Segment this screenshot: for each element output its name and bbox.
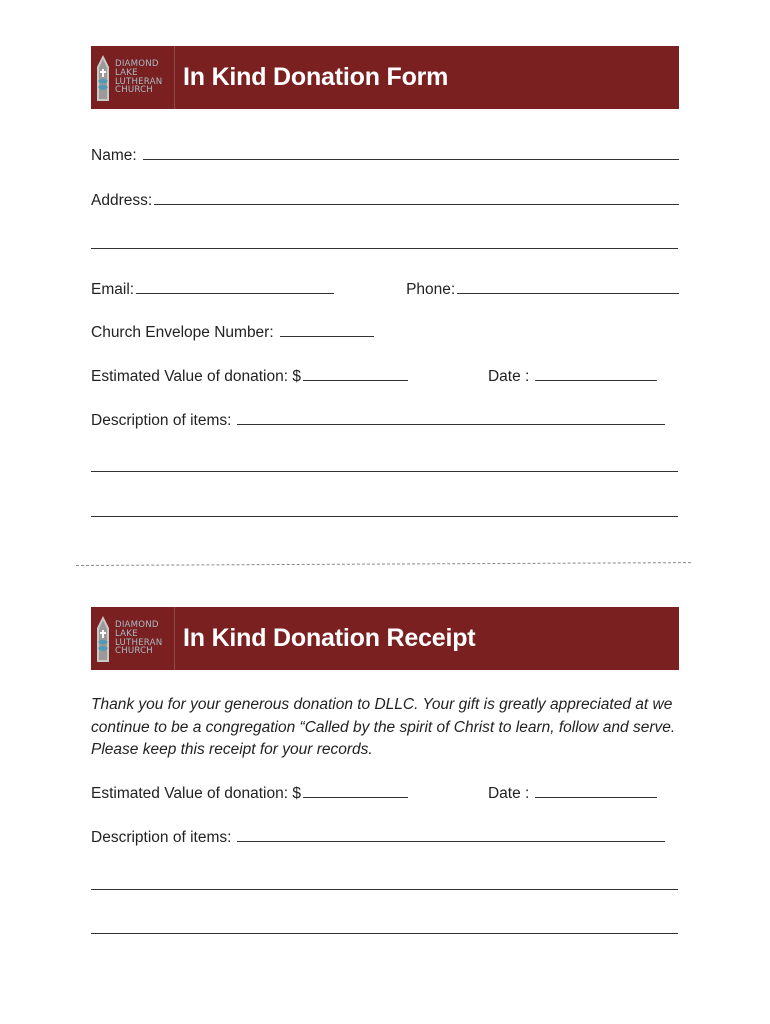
phone-field[interactable] [457,279,679,294]
address-field[interactable] [154,190,679,205]
envelope-row [91,322,679,343]
phone-label: Phone: [406,281,456,298]
description-row [91,410,679,431]
receipt-date-field[interactable] [535,783,657,798]
thank-you-message: Thank you for your generous donation to DLLC. Your gift is greatly appreciated at we continue to be a congregation “Called by the spirit of Christ to learn, follow and serve. Please keep this receipt for your records. [91,696,676,758]
description-line-2-field[interactable] [91,471,678,472]
logo-line: LUTHERAN [115,76,163,87]
logo-line: LUTHERAN [115,637,163,648]
church-logo [91,607,175,670]
logo-line: DIAMOND [115,620,159,631]
church-logo [91,46,175,109]
description-label: Description of items: [91,412,232,429]
estimated-value-label: Estimated Value of donation: $ [91,368,301,385]
receipt-description-line-2-field[interactable] [91,889,678,890]
receipt-date-label: Date : [487,785,530,802]
email-label: Email: [91,281,135,298]
form-header [91,46,679,109]
logo-line: CHURCH [115,85,153,96]
address-label: Address: [91,192,153,209]
logo-line: LAKE [115,67,138,78]
name-row [91,145,679,166]
receipt-value-date-row [91,783,679,804]
name-field[interactable] [143,145,679,160]
envelope-number-label: Church Envelope Number: [91,324,274,341]
receipt-title: In Kind Donation Receipt [183,624,476,652]
description-line-3-field[interactable] [91,516,678,517]
receipt-estimated-value-label: Estimated Value of donation: $ [91,785,301,802]
logo-wordmark [115,60,162,94]
church-logo-icon [95,53,111,103]
address-row [91,190,679,211]
receipt-description-field[interactable] [237,827,665,842]
receipt-description-line-3-field[interactable] [91,933,678,934]
address-line-2-field[interactable] [91,248,678,249]
form-title: In Kind Donation Form [183,63,449,91]
logo-line: CHURCH [115,646,153,657]
contact-row [91,279,679,300]
value-date-row [91,366,679,387]
date-label: Date : [487,368,530,385]
logo-line: DIAMOND [115,59,159,70]
email-field[interactable] [136,279,334,294]
description-field[interactable] [237,410,665,425]
estimated-value-field[interactable] [303,366,408,381]
logo-line: LAKE [115,628,138,639]
church-logo-icon [95,614,111,664]
cut-line-divider [76,562,691,566]
receipt-estimated-value-field[interactable] [303,783,408,798]
date-field[interactable] [535,366,657,381]
receipt-description-label: Description of items: [91,829,232,846]
receipt-description-row [91,827,679,848]
receipt-header [91,607,679,670]
logo-wordmark [115,621,162,655]
envelope-number-field[interactable] [280,322,374,337]
name-label: Name: [91,147,137,164]
